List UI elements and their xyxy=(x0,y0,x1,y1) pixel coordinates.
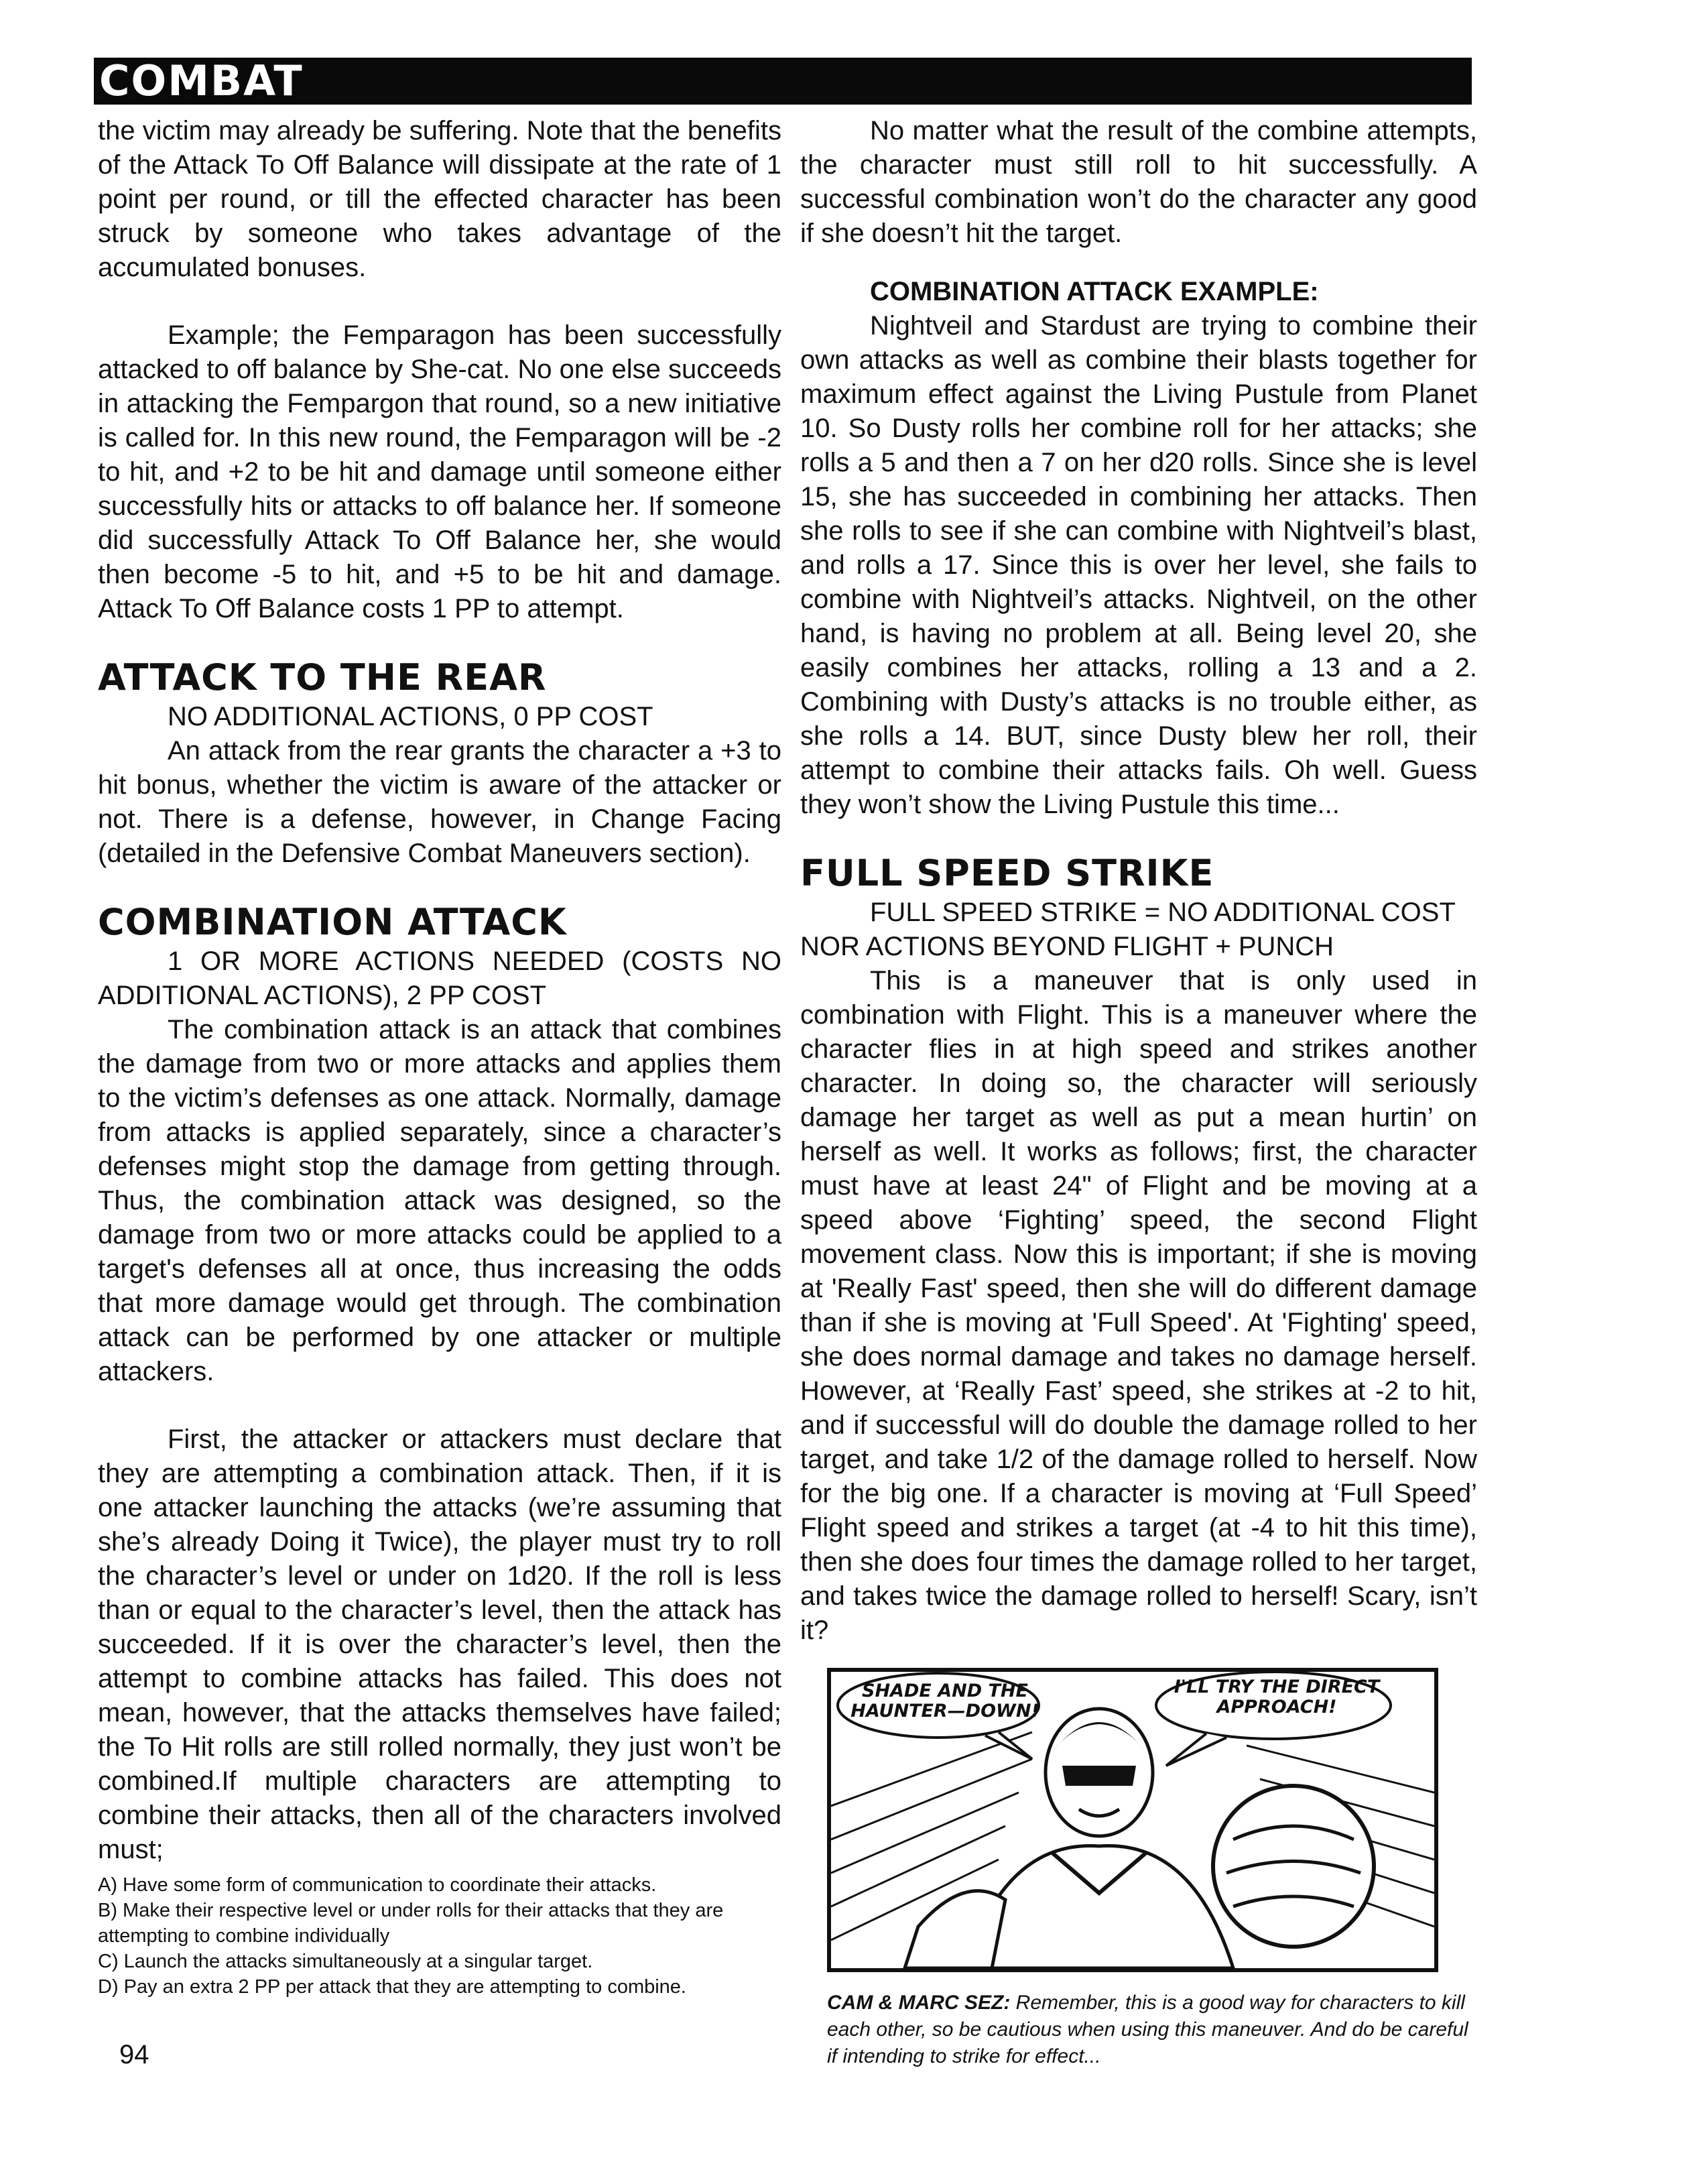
full-speed-strike-cost-line-2: NOR ACTIONS BEYOND FLIGHT + PUNCH xyxy=(800,932,1334,961)
combination-attack-body-2: First, the attacker or attackers must declare that they are attempting a combination attack. Then, if it is one attacker launching the attacks (we’re assuming that she’s already Doing it Twice), the player must try to roll the character’s level or under on 1d20. If the roll is less than or equal to the character’s level, then the attack has succeeded. If it is over the character’s level, then the attempt to combine attacks has failed. This does not mean, however, that the attacks themselves have failed; the To Hit rolls are still rolled normally, they just won’t be combined.If multiple characters are attempting to combine their attacks, then all of the characters involved must; xyxy=(98,1424,781,1864)
comic-panel xyxy=(827,1668,1438,1972)
full-speed-strike-heading: FULL SPEED STRIKE xyxy=(800,852,1214,894)
left-intro-paragraph: the victim may already be suffering. Note that the benefits of the Attack To Off Balance will dissipate at the rate of 1 point per round, or till the effected character has been struck by someone who takes advantage of the accumulated bonuses. xyxy=(98,116,781,282)
femparagon-example-paragraph: Example; the Femparagon has been successfully attacked to off balance by She-cat. No one else succeeds in attacking the Fempargon that round, so a new initiative is called for. In this new round, the Femparagon will be -2 to hit, and +2 to be hit and damage until someone either successfully hits or attacks to off balance her. If someone did successfully Attack To Off Balance her, she would then become -5 to hit, and +5 to be hit and damage. Attack To Off Balance costs 1 PP to attempt. xyxy=(98,320,781,623)
combination-attack-heading: COMBINATION ATTACK xyxy=(98,901,567,943)
comic-bubble-left: SHADE AND THE HAUNTER—DOWN! xyxy=(850,1681,1039,1721)
condition-item: A) Have some form of communication to coordinate their attacks. xyxy=(98,1874,657,1896)
condition-item: B) Make their respective level or under rolls for their attacks that they are attempting to combine individually xyxy=(98,1900,724,1947)
page-section-title: COMBAT xyxy=(99,56,304,105)
comic-caption xyxy=(827,1990,1477,2070)
full-speed-strike-body: This is a maneuver that is only used in combination with Flight. This is a maneuver where the character flies in at high speed and strikes another character. In doing so, the character will seriously damage her target as well as put a mean hurtin’ on herself as well. It works as follows; first, the character must have at least 24" of Flight and be moving at a speed above ‘Fighting’ speed, the second Flight movement class. Now this is important; if she is moving at 'Really Fast' speed, then she will do different damage than if she is moving at 'Full Speed'. At 'Fighting' speed, she does normal damage and takes no damage herself. However, at ‘Really Fast’ speed, she strikes at -2 to hit, and if successful will do double the damage rolled to her target, and take 1/2 of the damage rolled to herself. Now for the big one. If a character is moving at ‘Full Speed’ Flight speed and strikes a target (at -4 to hit this time), then she does four times the damage rolled to her target, and takes twice the damage rolled to herself! Scary, isn’t it? xyxy=(800,966,1477,1645)
combination-example-body: Nightveil and Stardust are trying to combine their own attacks as well as combine their blasts together for maximum effect against the Living Pustule from Planet 10. So Dusty rolls her combine roll for her attacks; she rolls a 5 and then a 7 on her d20 rolls. Since she is level 15, she has succeeded in combining her attacks. Then she rolls to see if she can combine with Nightveil’s blast, and rolls a 17. Since this is over her level, she fails to combine with Nightveil’s attacks. Nightveil, on the other hand, is having no problem at all. Being level 20, she easily combines her attacks, rolling a 13 and a 2. Combining with Dusty’s attacks is no trouble either, as she rolls a 14. BUT, since Dusty blew her roll, their attempt to combine their attacks fails. Oh well. Guess they won’t show the Living Pustule this time... xyxy=(800,311,1477,819)
full-speed-strike-cost-line-1: FULL SPEED STRIKE = NO ADDITIONAL COST xyxy=(870,898,1456,927)
caption-label: CAM & MARC SEZ: xyxy=(827,1992,1011,2014)
header-banner xyxy=(94,58,1472,105)
combination-conditions-list xyxy=(98,1872,781,2000)
combination-attack-cost: 1 OR MORE ACTIONS NEEDED (COSTS NO ADDITIONAL ACTIONS), 2 PP COST xyxy=(98,947,781,1010)
caption-text: Remember, this is a good way for characters to kill each other, so be cautious when using this maneuver. And do be careful if intending to strike for effect... xyxy=(827,1992,1468,2067)
attack-to-rear-body: An attack from the rear grants the character a +3 to hit bonus, whether the victim is aware of the attacker or not. There is a defense, however, in Change Facing (detailed in the Defensive Combat Maneuvers section). xyxy=(98,736,781,868)
attack-to-rear-cost: NO ADDITIONAL ACTIONS, 0 PP COST xyxy=(168,702,653,731)
right-column xyxy=(800,114,1477,2070)
condition-item: D) Pay an extra 2 PP per attack that they are attempting to combine. xyxy=(98,1976,686,1998)
combination-attack-body-1: The combination attack is an attack that combines the damage from two or more attacks and applies them to the victim’s defenses as one attack. Normally, damage from attacks is applied separately, since a character’s defenses might stop the damage from getting through. Thus, the combination attack was designed, so the damage from two or more attacks could be applied to a target's defenses all at once, thus increasing the odds that more damage would get through. The combination attack can be performed by one attacker or multiple attackers. xyxy=(98,1015,781,1386)
condition-item: C) Launch the attacks simultaneously at a singular target. xyxy=(98,1951,593,1972)
comic-bubble-right: I'LL TRY THE DIRECT APPROACH! xyxy=(1174,1677,1380,1717)
combination-example-heading: COMBINATION ATTACK EXAMPLE: xyxy=(870,277,1319,306)
left-column xyxy=(98,114,781,2000)
page-number: 94 xyxy=(119,2040,149,2069)
right-intro-paragraph: No matter what the result of the combine attempts, the character must still roll to hit successfully. A successful combination won’t do the character any good if she doesn’t hit the target. xyxy=(800,116,1477,248)
attack-to-rear-heading: ATTACK TO THE REAR xyxy=(98,656,547,699)
